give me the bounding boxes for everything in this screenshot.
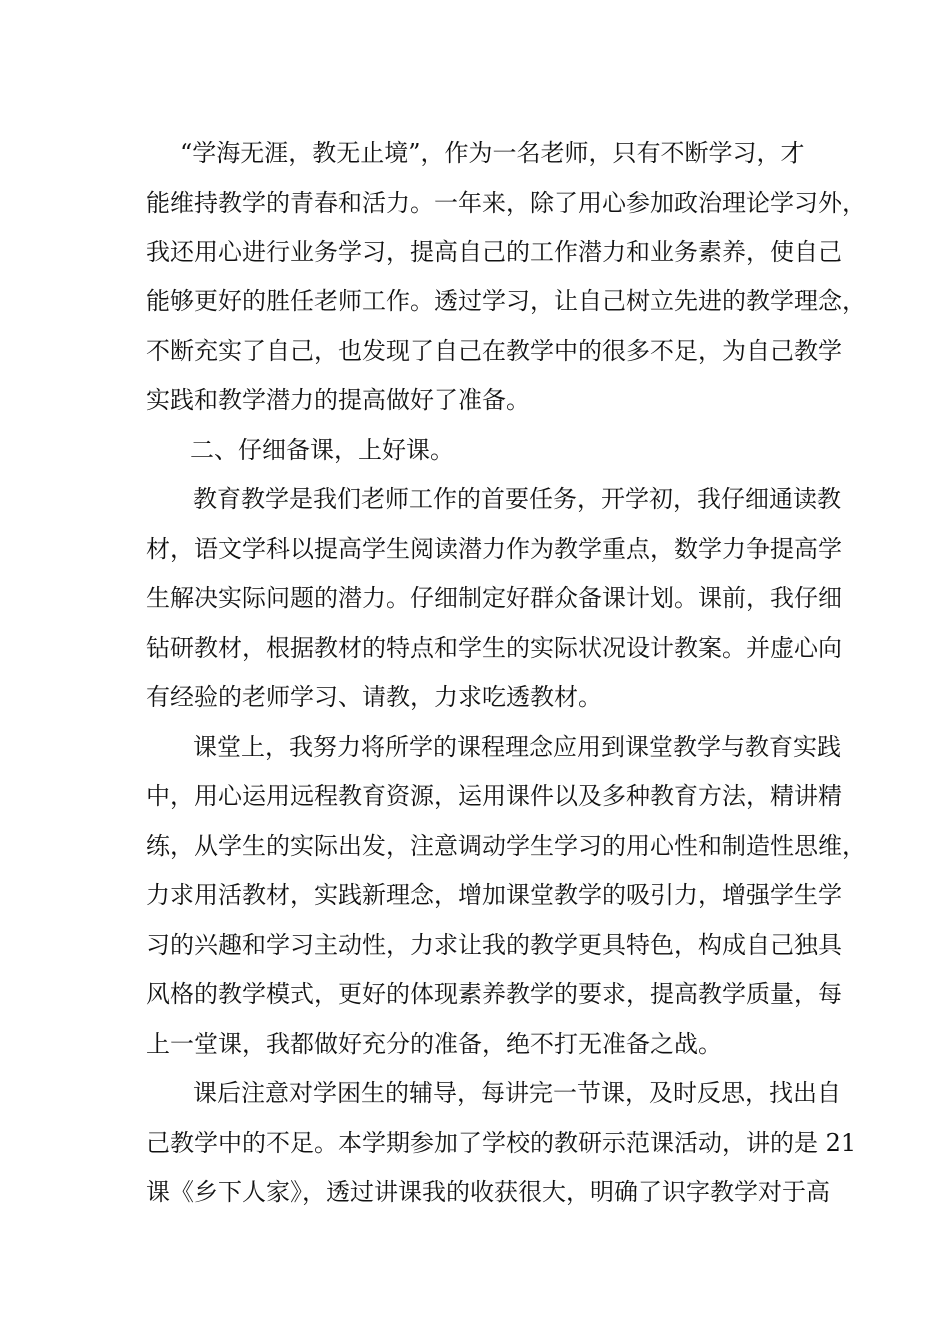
text-line: 钻研教材，根据教材的特点和学生的实际状况设计教案。并虚心向 (146, 634, 842, 662)
text-line: 能够更好的胜任老师工作。透过学习，让自己树立先进的教学理念， (146, 287, 866, 315)
text-line: “学海无涯，教无止境”，作为一名老师，只有不断学习，才 (180, 139, 805, 167)
text-line: 课《乡下人家》，透过讲课我的收获很大，明确了识字教学对于高 (146, 1178, 830, 1206)
text-line: 力求用活教材，实践新理念，增加课堂教学的吸引力，增强学生学 (146, 881, 842, 909)
text-line: 上一堂课，我都做好充分的准备，绝不打无准备之战。 (146, 1030, 722, 1058)
text-line: 课后注意对学困生的辅导，每讲完一节课，及时反思，找出自 (193, 1079, 841, 1107)
text-line: 教育教学是我们老师工作的首要任务，开学初，我仔细通读教 (193, 485, 841, 513)
text-line: 实践和教学潜力的提高做好了准备。 (146, 386, 530, 414)
text-line: 风格的教学模式，更好的体现素养教学的要求，提高教学质量，每 (146, 980, 842, 1008)
section-heading: 二、仔细备课，上好课。 (190, 436, 454, 464)
text-line: 材，语文学科以提高学生阅读潜力作为教学重点，数学力争提高学 (146, 535, 842, 563)
text-line: 练，从学生的实际出发，注意调动学生学习的用心性和制造性思维， (146, 832, 866, 860)
text-line: 能维持教学的青春和活力。一年来，除了用心参加政治理论学习外， (146, 189, 866, 217)
text-line: 我还用心进行业务学习，提高自己的工作潜力和业务素养，使自己 (146, 238, 842, 266)
text-line: 不断充实了自己，也发现了自己在教学中的很多不足，为自己教学 (146, 337, 842, 365)
text-line: 习的兴趣和学习主动性，力求让我的教学更具特色，构成自己独具 (146, 931, 842, 959)
text-line: 课堂上，我努力将所学的课程理念应用到课堂教学与教育实践 (193, 733, 841, 761)
text-line: 中，用心运用远程教育资源，运用课件以及多种教育方法，精讲精 (146, 782, 842, 810)
text-line: 有经验的老师学习、请教，力求吃透教材。 (146, 683, 602, 711)
text-line: 生解决实际问题的潜力。仔细制定好群众备课计划。课前，我仔细 (146, 584, 842, 612)
text-line: 己教学中的不足。本学期参加了学校的教研示范课活动，讲的是 21 (146, 1129, 857, 1157)
